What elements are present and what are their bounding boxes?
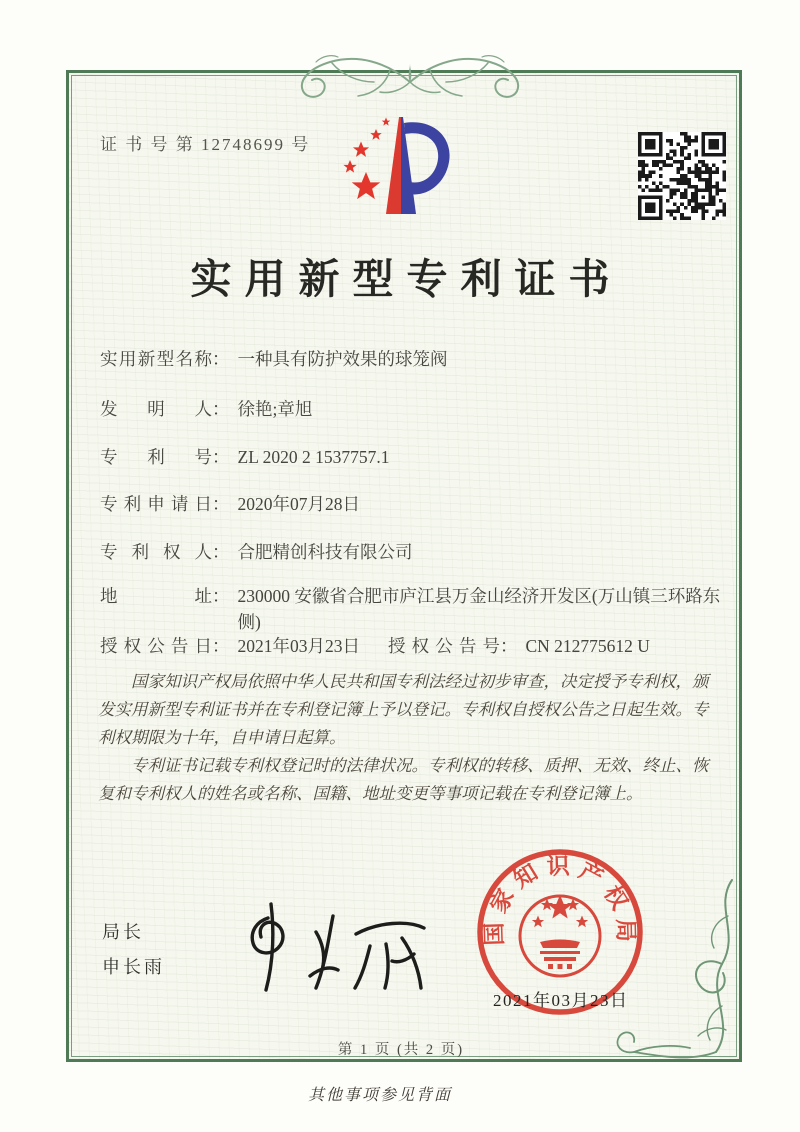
- field-patentee: [100, 539, 413, 565]
- colon: ：: [212, 542, 230, 562]
- field-value: 2020年07月28日: [237, 494, 360, 514]
- field-grant-date: [100, 633, 360, 659]
- field-inventor: [100, 396, 312, 422]
- field-value: 230000 安徽省合肥市庐江县万金山经济开发区(万山镇三环路东侧): [237, 586, 721, 633]
- field-value: 一种具有防护效果的球笼阀: [237, 349, 448, 369]
- field-value: 合肥精创科技有限公司: [237, 542, 413, 562]
- field-label: 专利申请日: [100, 494, 212, 514]
- field-label: 专利号: [100, 447, 212, 467]
- commissioner-name: 申长雨: [102, 957, 165, 977]
- legal-paragraph-2: 专利证书记载专利权登记时的法律状况。专利权的转移、质押、无效、终止、恢复和专利权人的姓名或名称、国籍、地址变更等事项记载在专利登记簿上。: [98, 756, 709, 803]
- field-filing-date: [100, 491, 360, 517]
- field-label: 授权公告日: [100, 636, 212, 656]
- qr-code-icon: [638, 132, 726, 220]
- field-address: [100, 583, 730, 636]
- colon: ：: [212, 349, 230, 369]
- seal-ring-text: 国家知识产权局: [481, 853, 639, 946]
- field-label: 地址: [100, 586, 212, 606]
- seal-date: 2021年03月23日: [493, 991, 629, 1010]
- top-flourish-ornament: [286, 42, 534, 114]
- colon: ：: [212, 636, 230, 656]
- field-patent-number: [100, 444, 389, 470]
- field-label: 专利权人: [100, 542, 212, 562]
- field-grant-number: [388, 633, 650, 659]
- colon: ：: [212, 586, 230, 606]
- legal-body-text: [98, 668, 724, 808]
- cnipa-logo-icon: [340, 113, 460, 219]
- certificate-number: 证 书 号 第 12748699 号: [100, 135, 311, 154]
- field-label: 实用新型名称: [100, 349, 212, 369]
- commissioner-signature: [228, 896, 428, 996]
- field-value: 徐艳;章旭: [237, 399, 313, 419]
- field-value: ZL 2020 2 1537757.1: [237, 447, 390, 467]
- colon: ：: [500, 636, 518, 656]
- field-value: 2021年03月23日: [237, 636, 360, 656]
- field-utility-model-name: [100, 346, 448, 372]
- colon: ：: [212, 494, 230, 514]
- colon: ：: [212, 447, 230, 467]
- field-value: CN 212775612 U: [525, 636, 650, 656]
- commissioner-post-label: 局长: [102, 922, 144, 942]
- back-side-note: 其他事项参见背面: [307, 1087, 452, 1104]
- field-label: 授权公告号: [388, 636, 500, 656]
- page-number: 第 1 页 (共 2 页): [337, 1042, 465, 1058]
- certificate-title: 实用新型专利证书: [190, 256, 623, 302]
- colon: ：: [212, 399, 230, 419]
- field-label: 发明人: [100, 399, 212, 419]
- legal-paragraph-1: 国家知识产权局依照中华人民共和国专利法经过初步审查，决定授予专利权，颁发实用新型专利证书并在专利登记簿上予以登记。专利权自授权公告之日起生效。专利权期限为十年，自申请日起算。: [98, 672, 709, 747]
